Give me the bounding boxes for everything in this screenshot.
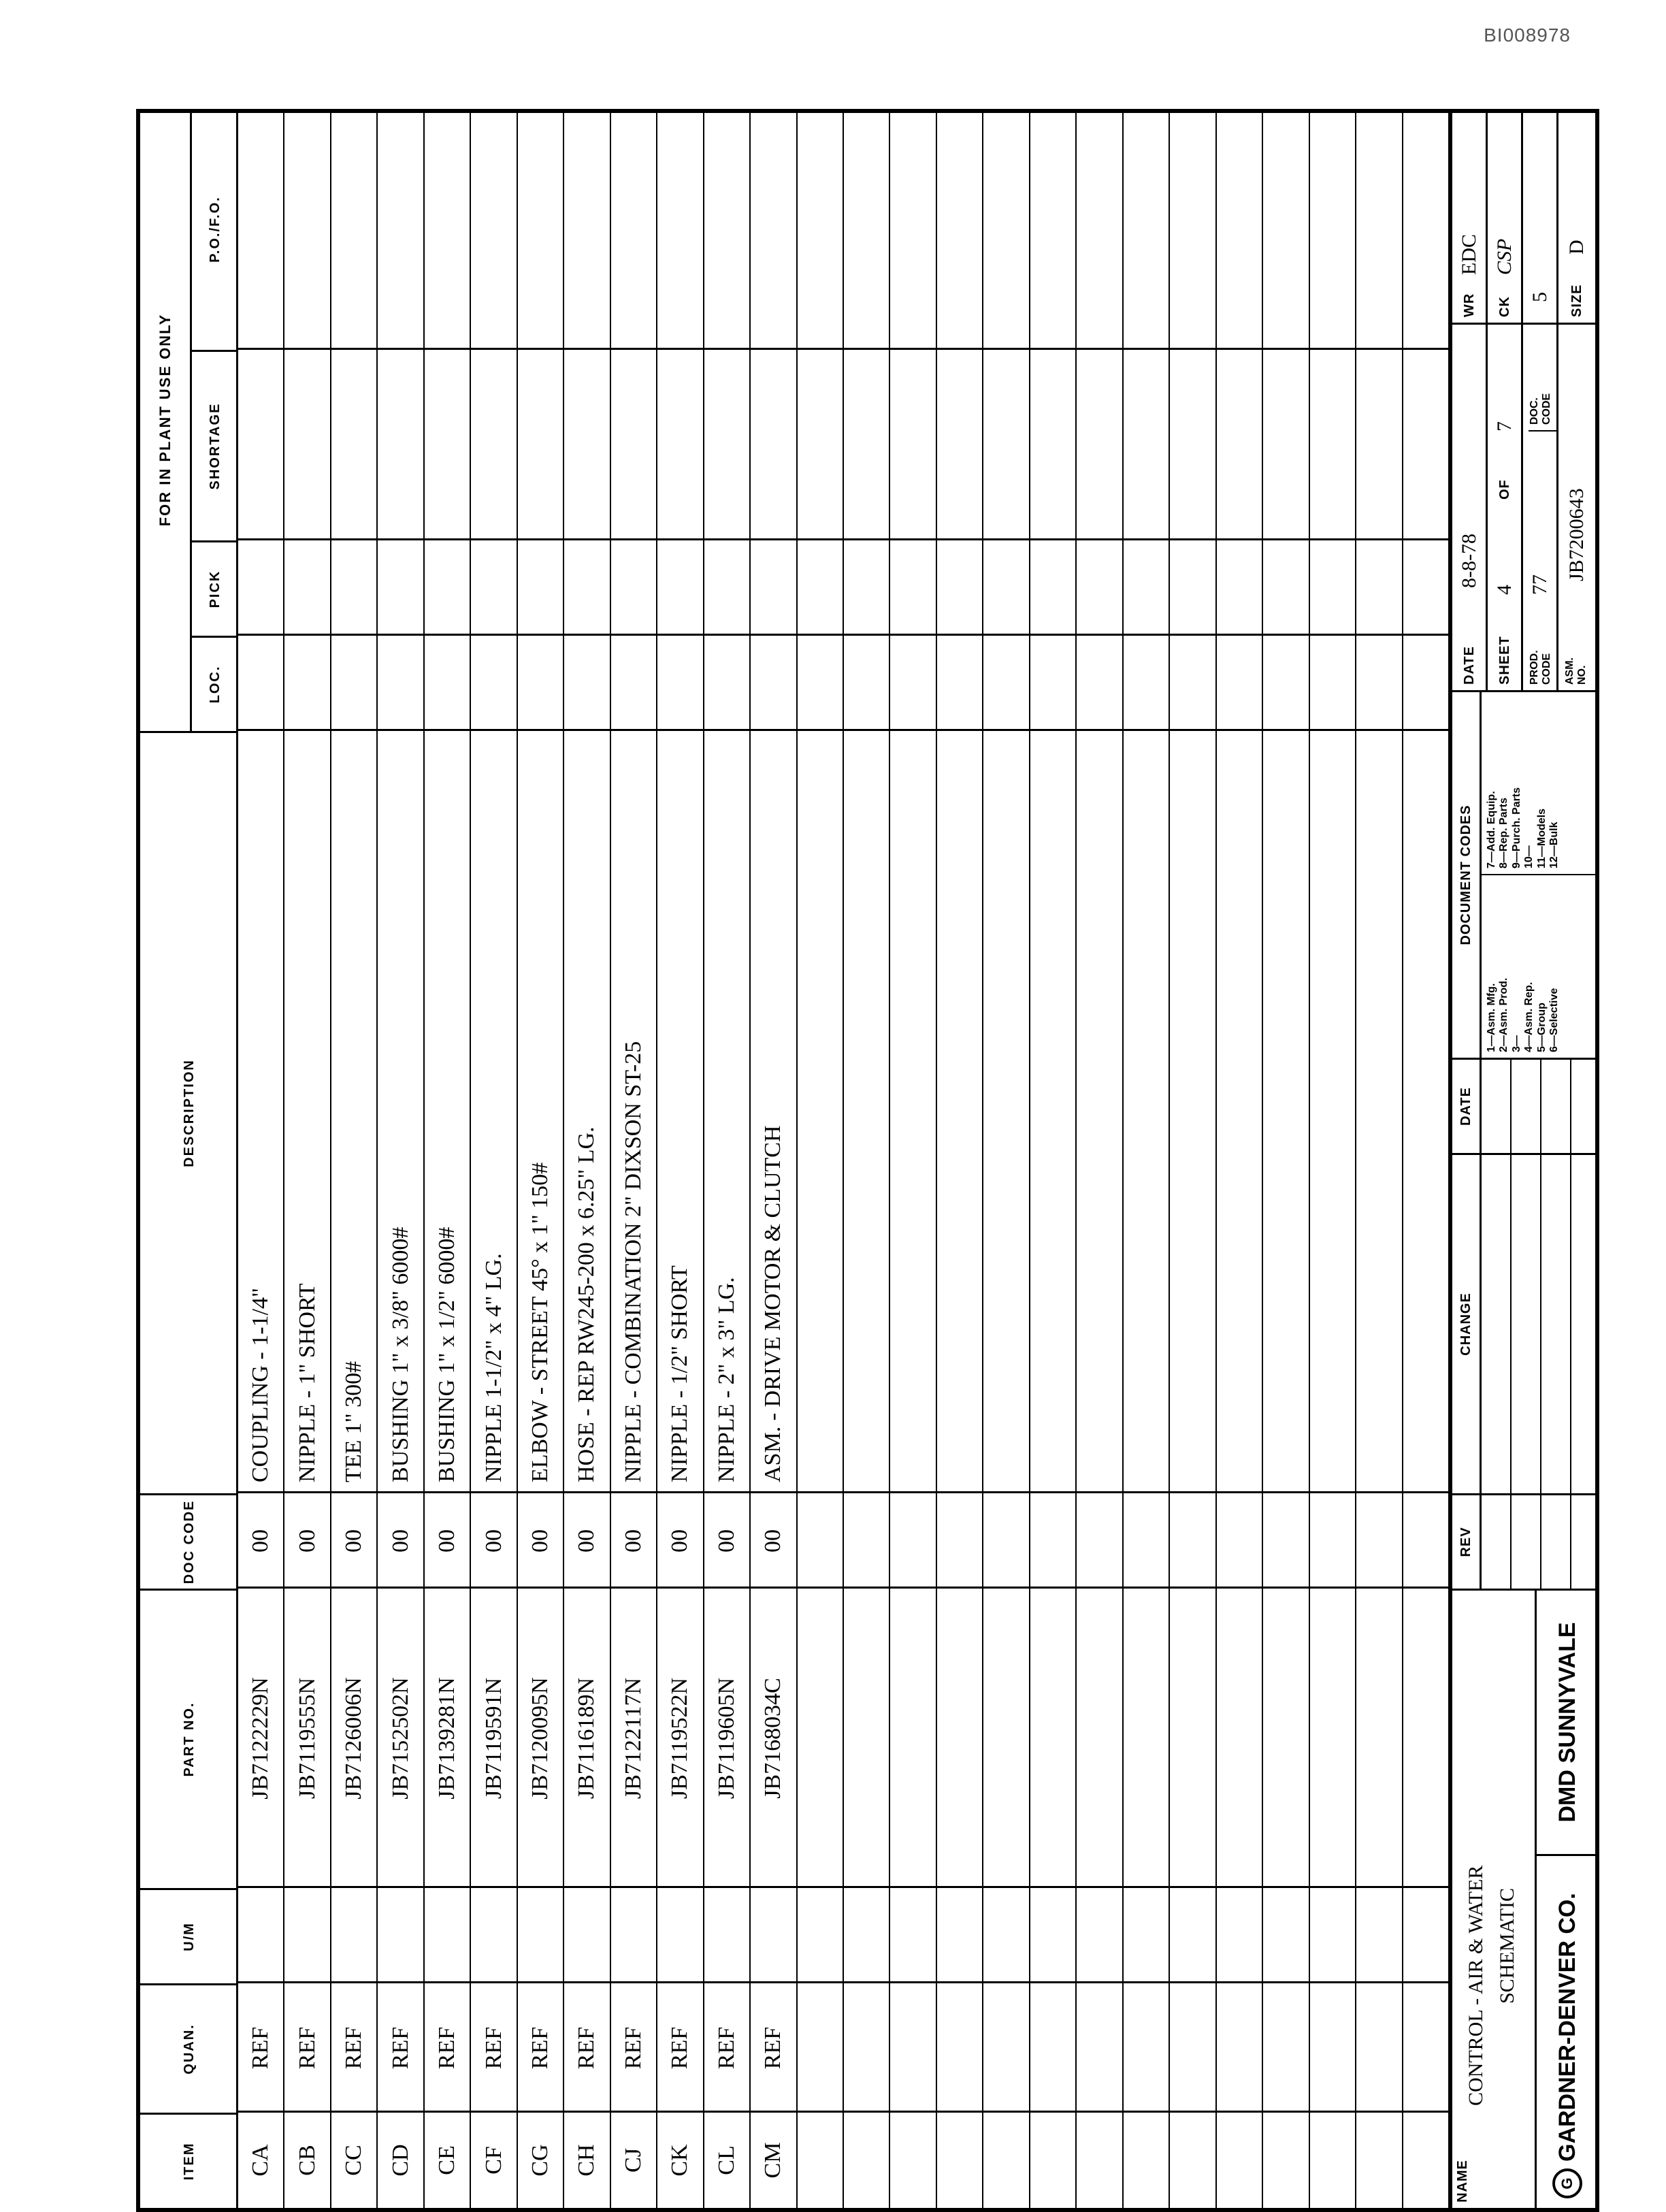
of-value: 7 (1493, 421, 1516, 432)
code-6: 6—Selective (1548, 988, 1560, 1052)
doc-code-cell: 00 (574, 1529, 600, 1552)
doc-code-cell: 00 (620, 1529, 646, 1552)
item-cell: CG (527, 2144, 553, 2177)
table-row (657, 113, 704, 2208)
rev-label: REV (1452, 1495, 1482, 1589)
wr-value: EDC (1458, 234, 1480, 275)
ck-value: CSP (1493, 238, 1516, 275)
change-box (1452, 1153, 1598, 1493)
table-row (564, 113, 610, 2208)
table-row (751, 113, 797, 2208)
name-line-1: CONTROL - AIR & WATER (1465, 1865, 1487, 2106)
size-label: SIZE (1569, 284, 1584, 317)
table-row (1077, 113, 1123, 2208)
quan-cell: REF (574, 2026, 600, 2070)
part-no-cell: JB7119555N (294, 1677, 320, 1800)
description-cell: NIPPLE - 1" SHORT (294, 1283, 320, 1482)
item-cell: CM (760, 2142, 786, 2179)
quan-cell: REF (527, 2026, 553, 2070)
um-cell (378, 1888, 423, 1983)
um-cell (564, 1888, 609, 1983)
table-row (983, 113, 1030, 2208)
um-cell (751, 1888, 796, 1983)
quan-cell: REF (341, 2026, 367, 2070)
part-no-cell: JB7168034C (760, 1678, 786, 1799)
rev-box (1452, 1493, 1598, 1589)
doc-code-cell: 00 (294, 1529, 320, 1552)
quan-cell: REF (480, 2026, 506, 2070)
item-cell: CK (667, 2144, 693, 2177)
name-box (1452, 1589, 1537, 2208)
quan-cell: REF (620, 2026, 646, 2070)
item-cell: CD (387, 2144, 413, 2177)
doc-code-cell: 00 (667, 1529, 693, 1552)
col-quan-header: QUAN. (140, 1983, 238, 2113)
part-no-cell: JB7122117N (620, 1677, 646, 1800)
table-row (611, 113, 657, 2208)
part-no-cell: JB7122229N (248, 1677, 274, 1800)
sheet-label: SHEET (1497, 636, 1512, 685)
code-9: 9—Purch. Parts (1510, 787, 1522, 868)
table-row (1403, 113, 1450, 2208)
quan-cell: REF (387, 2026, 413, 2070)
table-row (890, 113, 936, 2208)
item-cell: CC (341, 2145, 367, 2176)
description-cell: BUSHING 1" x 3/8" 6000# (387, 1226, 413, 1482)
date-rev-box (1452, 1058, 1598, 1153)
table-row (1310, 113, 1356, 2208)
plant-use-header: FOR IN PLANT USE ONLY (140, 109, 192, 731)
description-cell: COUPLING - 1-1/4" (248, 1288, 274, 1482)
code-11: 11—Models (1535, 808, 1548, 868)
table-row (844, 113, 890, 2208)
table-row (471, 113, 517, 2208)
document-codes-label: DOCUMENT CODES (1452, 692, 1482, 1058)
parts-table-body (238, 113, 1450, 2208)
approval-box (1452, 109, 1598, 323)
code-1: 1—Asm. Mfg. (1486, 983, 1497, 1052)
item-cell: CE (434, 2145, 460, 2175)
col-item-header: ITEM (140, 2113, 238, 2208)
codes-column-2 (1482, 690, 1598, 874)
description-cell: NIPPLE - 2" x 3" LG. (713, 1277, 739, 1482)
code-5: 5—Group (1535, 1003, 1548, 1052)
doc-code-label: DOC. CODE (1529, 377, 1558, 432)
table-row (1030, 113, 1077, 2208)
col-pick-header: PICK (192, 540, 238, 636)
code-3: 3— (1510, 1035, 1522, 1052)
wr-label: WR (1462, 293, 1477, 317)
col-doc-code-header: DOC CODE (140, 1493, 238, 1589)
company-logo-icon: G (1552, 2168, 1582, 2198)
col-loc-header: LOC. (192, 636, 238, 731)
um-cell (284, 1888, 329, 1983)
quan-cell: REF (248, 2026, 274, 2070)
doc-code-value: 5 (1529, 292, 1551, 302)
doc-code-cell: 00 (760, 1529, 786, 1552)
doc-code-cell: 00 (341, 1529, 367, 1552)
item-cell: CJ (620, 2148, 646, 2173)
company-box (1537, 1854, 1598, 2208)
sheet-value: 4 (1493, 585, 1516, 595)
col-pofo-header: P.O./F.O. (207, 196, 223, 263)
col-um-header: U/M (140, 1888, 238, 1983)
doc-code-cell: 00 (387, 1529, 413, 1552)
item-cell: CB (294, 2145, 320, 2176)
table-row (238, 113, 284, 2208)
table-row (284, 113, 331, 2208)
doc-code-cell: 00 (248, 1529, 274, 1552)
part-no-cell: JB7120095N (527, 1677, 553, 1800)
codes-column-1 (1482, 874, 1598, 1058)
company-name: GARDNER-DENVER CO. (1554, 1893, 1580, 2162)
um-cell (331, 1888, 376, 1983)
part-no-cell: JB7126006N (341, 1677, 367, 1800)
code-4: 4—Asm. Rep. (1523, 981, 1535, 1052)
sheet-info-box (1452, 323, 1598, 690)
item-cell: CL (713, 2145, 739, 2175)
size-value: D (1565, 240, 1588, 255)
col-description-header: DESCRIPTION (140, 731, 238, 1493)
quan-cell: REF (760, 2026, 786, 2070)
code-12: 12—Bulk (1548, 822, 1560, 868)
col-shortage-header: SHORTAGE (192, 350, 238, 540)
table-row (704, 113, 751, 2208)
ck-label: CK (1497, 296, 1512, 317)
table-row (937, 113, 983, 2208)
table-row (1263, 113, 1309, 2208)
part-no-cell: JB7116189N (574, 1677, 600, 1800)
doc-code-cell: 00 (713, 1529, 739, 1552)
parts-list-sheet (136, 109, 1599, 2212)
um-cell (611, 1888, 656, 1983)
table-row (378, 113, 424, 2208)
description-cell: NIPPLE - COMBINATION 2" DIXSON ST-25 (620, 1041, 646, 1482)
item-cell: CH (574, 2144, 600, 2177)
table-row (1170, 113, 1216, 2208)
quan-cell: REF (434, 2026, 460, 2070)
document-codes-box (1452, 690, 1598, 1058)
part-no-cell: JB7119522N (667, 1677, 693, 1800)
item-cell: CF (480, 2146, 506, 2175)
table-header (140, 113, 238, 2208)
date-label: DATE (1462, 646, 1477, 685)
table-row (425, 113, 471, 2208)
rev-date-label: DATE (1452, 1060, 1482, 1153)
division-box (1537, 1589, 1598, 1854)
item-cell: CA (248, 2144, 274, 2177)
um-cell (657, 1888, 702, 1983)
um-cell (518, 1888, 563, 1983)
doc-code-cell: 00 (434, 1529, 460, 1552)
code-7: 7—Add. Equip. (1486, 791, 1497, 868)
table-row (1124, 113, 1170, 2208)
description-cell: ASM. - DRIVE MOTOR & CLUTCH (760, 1125, 786, 1482)
description-cell: HOSE - REP RW245-200 x 6.25" LG. (574, 1126, 600, 1482)
prod-code-label: PROD. CODE (1529, 650, 1553, 685)
table-row (331, 113, 378, 2208)
um-cell (471, 1888, 516, 1983)
quan-cell: REF (667, 2026, 693, 2070)
description-cell: BUSHING 1" x 1/2" 6000# (434, 1226, 460, 1482)
description-cell: NIPPLE 1-1/2" x 4" LG. (480, 1253, 506, 1482)
table-row (518, 113, 564, 2208)
quan-cell: REF (294, 2026, 320, 2070)
title-block (1450, 113, 1595, 2208)
prod-code-value: 77 (1529, 574, 1551, 595)
quan-cell: REF (713, 2026, 739, 2070)
division-name: DMD SUNNYVALE (1554, 1622, 1580, 1823)
part-no-cell: JB7139281N (434, 1677, 460, 1800)
name-label: NAME (1455, 2160, 1470, 2202)
col-part-no-header: PART NO. (140, 1589, 238, 1888)
description-cell: NIPPLE - 1/2" SHORT (667, 1265, 693, 1482)
change-label: CHANGE (1452, 1155, 1482, 1493)
date-value: 8-8-78 (1458, 534, 1480, 588)
part-no-cell: JB7152502N (387, 1677, 413, 1800)
table-row (798, 113, 844, 2208)
asm-no-value: JB7200643 (1565, 488, 1588, 581)
um-cell (704, 1888, 749, 1983)
description-cell: ELBOW - STREET 45° x 1" 150# (527, 1162, 553, 1482)
um-cell (238, 1888, 283, 1983)
table-row (1217, 113, 1263, 2208)
description-cell: TEE 1" 300# (341, 1361, 367, 1482)
part-no-cell: JB7119605N (713, 1677, 739, 1800)
document-id: BI008978 (1484, 25, 1571, 46)
part-no-cell: JB7119591N (480, 1677, 506, 1800)
doc-code-cell: 00 (480, 1529, 506, 1552)
code-8: 8—Rep. Parts (1498, 797, 1510, 868)
code-2: 2—Asm. Prod. (1498, 977, 1510, 1052)
table-row (1356, 113, 1403, 2208)
doc-code-cell: 00 (527, 1529, 553, 1552)
of-label: OF (1497, 479, 1512, 500)
um-cell (425, 1888, 470, 1983)
code-10: 10— (1523, 845, 1535, 868)
name-line-2: SCHEMATIC (1496, 1887, 1518, 2004)
asm-no-label: ASM. NO. (1564, 657, 1588, 685)
